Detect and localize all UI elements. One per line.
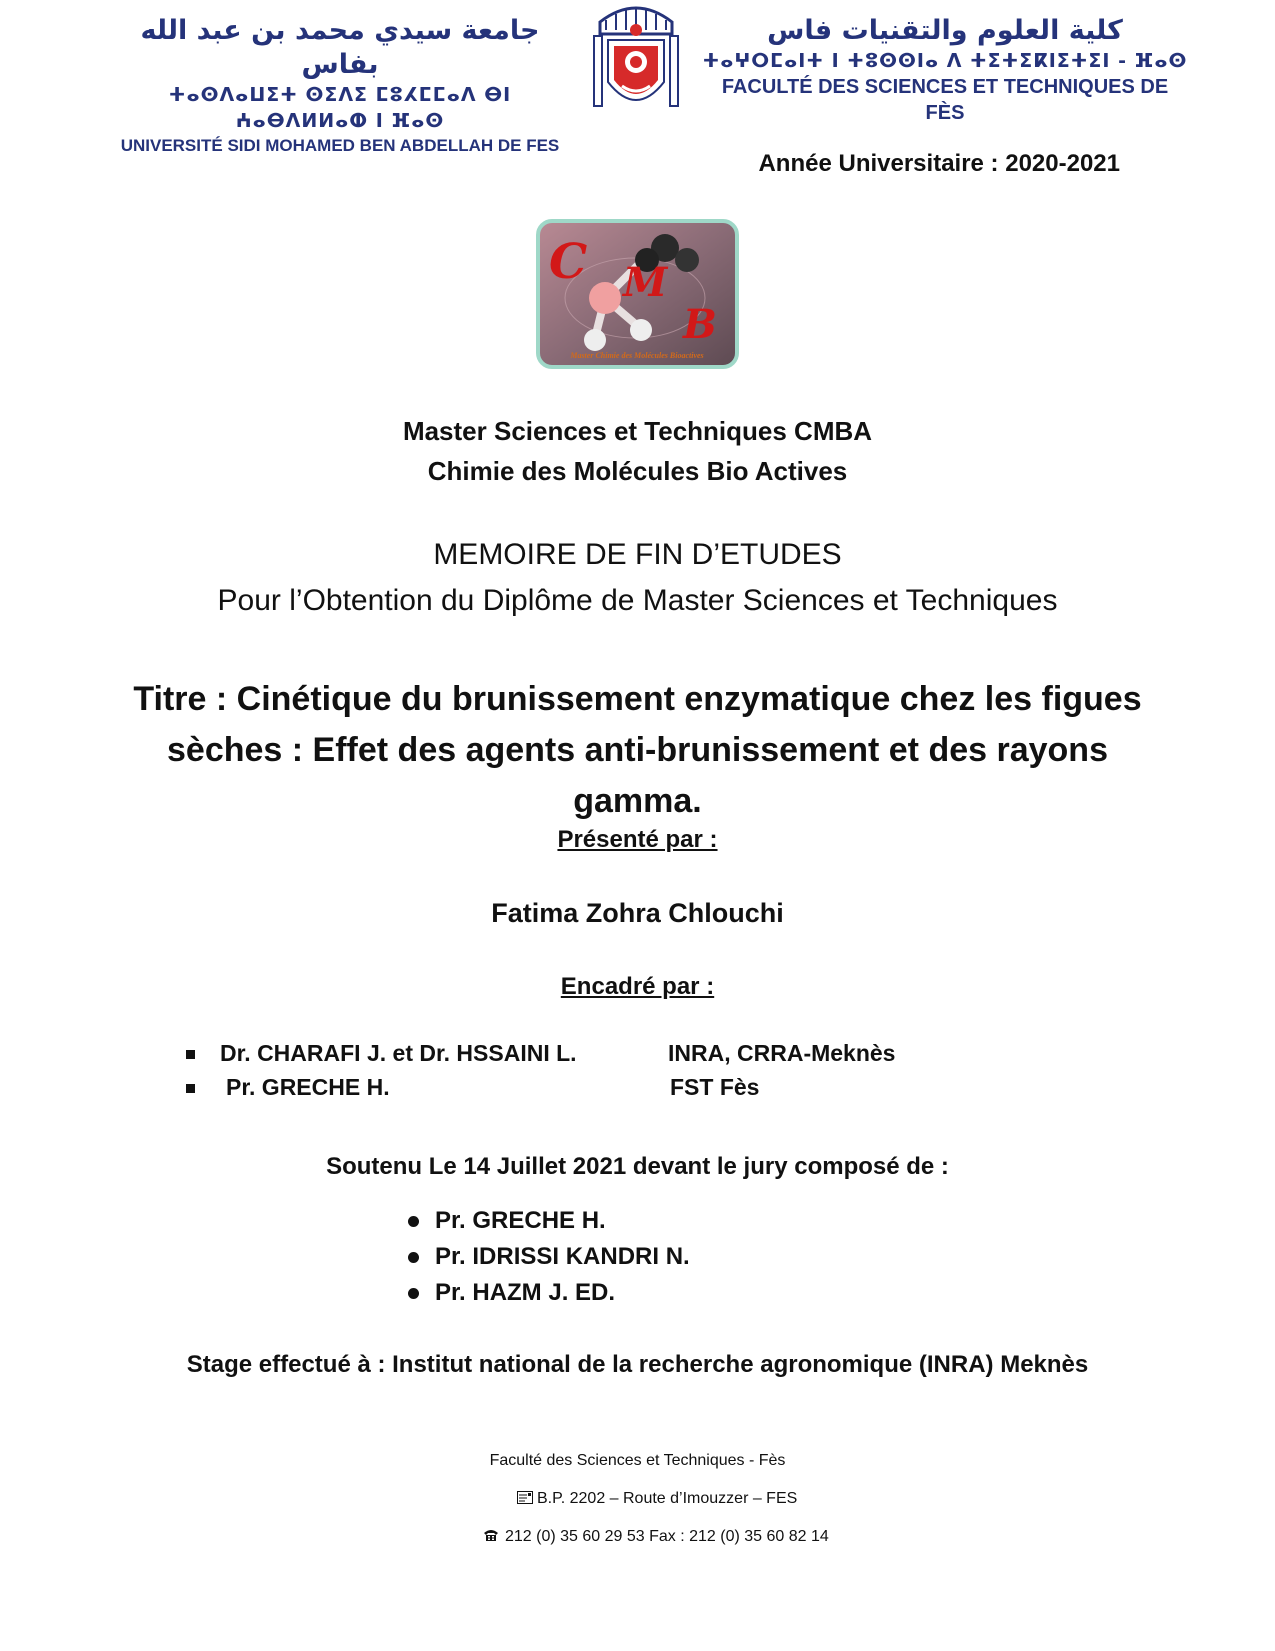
footer-address-text: B.P. 2202 – Route d’Imouzzer – FES <box>537 1490 798 1507</box>
mailbox-icon <box>517 1491 533 1504</box>
cmb-letter-c: C <box>549 234 588 290</box>
university-emblem-logo <box>590 0 682 118</box>
jury-member: Pr. GRECHE H. <box>435 1207 606 1234</box>
thesis-title: Titre : Cinétique du brunissement enzymatique chez les figues sèches : Effet des agents anti-brunissement et des rayons gamma. <box>133 680 1142 820</box>
cmb-master-logo <box>535 218 740 370</box>
student-name: Fatima Zohra Chlouchi <box>491 898 784 928</box>
internship-location: Stage effectué à : Institut national de la recherche agronomique (INRA) Meknès <box>186 1351 1089 1378</box>
defense-statement: Soutenu Le 14 Juillet 2021 devant le jury composé de : <box>326 1153 949 1180</box>
bullet-dot-icon <box>408 1252 419 1263</box>
faculty-name-tifinagh: ⵜⴰⵖⵔⵎⴰⵏⵜ ⵏ ⵜⵓⵙⵙⵏⴰ ⴷ ⵜⵉⵜⵉⴽⵏⵉⵜⵉⵏ - ⴼⴰⵙ <box>702 50 1188 72</box>
diploma-purpose: Pour l’Obtention du Diplôme de Master Sciences et Techniques <box>217 584 1058 617</box>
presented-by-label: Présenté par : <box>557 826 718 853</box>
cmb-letter-m: M <box>623 259 668 306</box>
academic-year: Année Universitaire : 2020-2021 <box>758 150 1120 177</box>
faculty-name-french: FACULTÉ DES SCIENCES ET TECHNIQUES DE FÈS <box>721 76 1169 124</box>
footer-phone-text: 212 (0) 35 60 29 53 Fax : 212 (0) 35 60 82 14 <box>505 1528 829 1545</box>
supervised-by-label: Encadré par : <box>560 973 715 1000</box>
thesis-type: MEMOIRE DE FIN D’ETUDES <box>433 538 842 571</box>
supervisor-name: Dr. CHARAFI J. et Dr. HSSAINI L. <box>220 1040 577 1066</box>
supervisor-affiliation: FST Fès <box>670 1074 760 1100</box>
footer-phone <box>483 1528 883 1546</box>
bullet-dot-icon <box>408 1216 419 1227</box>
bullet-dot-icon <box>408 1288 419 1299</box>
bullet-square-icon <box>186 1084 195 1093</box>
university-name-tifinagh: ⵜⴰⵙⴷⴰⵡⵉⵜ ⵙⵉⴷⵉ ⵎⵓⵃⵎⵎⴰⴷ ⴱⵏ ⵄⴰⴱⴷⵍⵍⴰⵀ ⵏ ⴼⴰⵙ <box>168 84 512 132</box>
university-name-arabic: جامعة سيدي محمد بن عبد الله بفاس <box>140 15 540 80</box>
jury-member: Pr. HAZM J. ED. <box>435 1279 616 1306</box>
footer-faculty: Faculté des Sciences et Techniques - Fès <box>489 1452 786 1469</box>
master-program-subtitle: Chimie des Molécules Bio Actives <box>427 456 848 486</box>
cmb-logo-caption: Master Chimie des Molécules Bioactives <box>570 351 704 360</box>
university-name-french: UNIVERSITÉ SIDI MOHAMED BEN ABDELLAH DE FES <box>120 136 560 155</box>
master-program-name: Master Sciences et Techniques CMBA <box>402 416 873 446</box>
telephone-icon <box>483 1528 499 1542</box>
supervisor-affiliation: INRA, CRRA-Meknès <box>668 1040 896 1066</box>
cmb-letter-b: B <box>683 301 717 348</box>
faculty-name-arabic: كلية العلوم والتقنيات فاس <box>767 15 1123 46</box>
jury-member: Pr. IDRISSI KANDRI N. <box>435 1243 690 1270</box>
bullet-square-icon <box>186 1050 195 1059</box>
footer-address <box>517 1490 817 1508</box>
supervisor-name: Pr. GRECHE H. <box>226 1074 390 1100</box>
faculty-header <box>700 14 1190 126</box>
university-header <box>115 14 565 158</box>
